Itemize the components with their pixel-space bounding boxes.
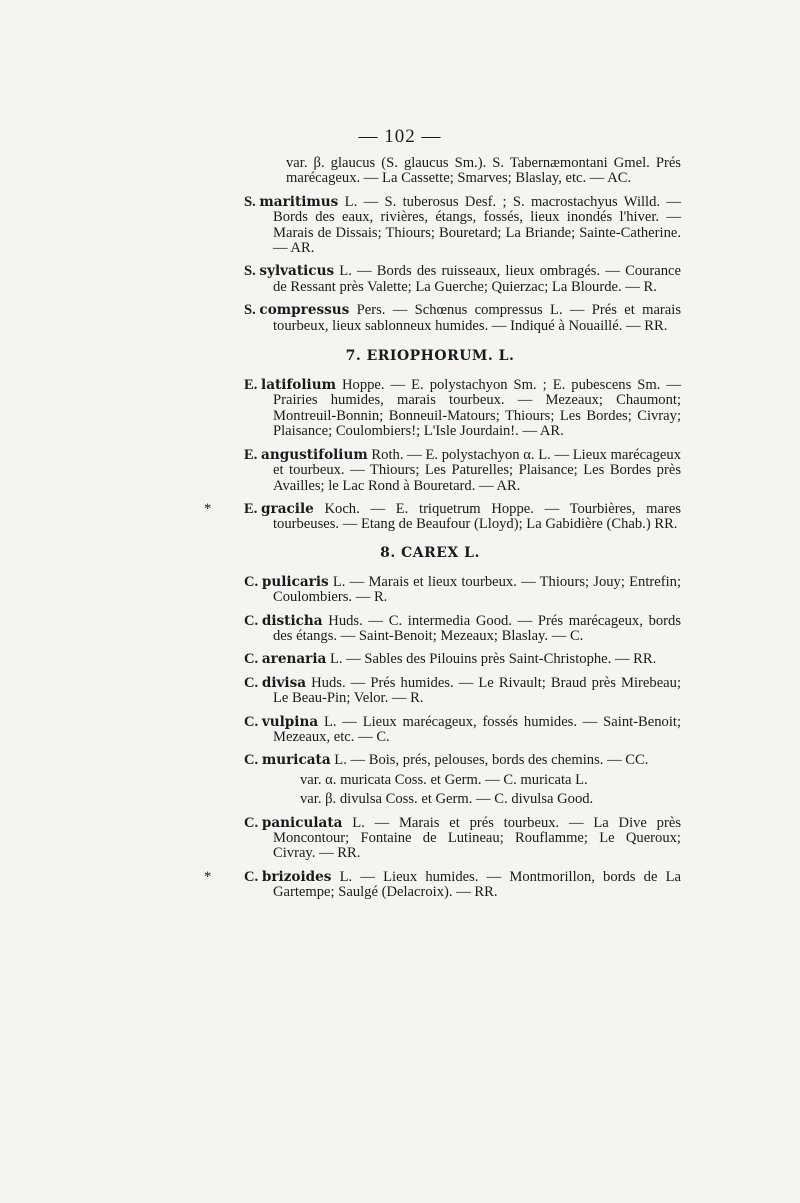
species-name: disticha <box>261 612 323 629</box>
species-name: muricata <box>261 752 331 769</box>
genus-abbrev: C. <box>244 752 259 769</box>
genus-heading-carex: 8. CAREX L. <box>380 544 480 561</box>
species-entry-brizoides <box>0 870 681 901</box>
species-entry-paniculata <box>0 816 681 862</box>
species-name: gracile <box>261 500 314 517</box>
genus-abbrev: C. <box>244 868 259 885</box>
introduced-marker: * <box>204 868 212 885</box>
variety-muricata: var. α. muricata Coss. et Germ. — C. muricata L. <box>300 771 588 788</box>
species-description: Huds. — Prés humides. — Le Rivault; Braud près Mirebeau; Le Beau-Pin; Velor. — R. <box>273 674 681 707</box>
genus-abbrev: S. <box>244 302 256 319</box>
genus-abbrev: C. <box>244 814 259 831</box>
species-description: L. — Sables des Pilouins près Saint-Christophe. — RR. <box>326 651 657 668</box>
genus-abbrev: E. <box>244 500 258 517</box>
genus-abbrev: C. <box>244 651 259 668</box>
species-name: brizoides <box>261 868 332 885</box>
variety-divulsa: var. β. divulsa Coss. et Germ. — C. divulsa Good. <box>300 791 594 808</box>
species-name: vulpina <box>261 713 319 730</box>
flora-list <box>0 156 800 909</box>
species-description: Hoppe. — E. polystachyon Sm. ; E. pubescens Sm. — Prairies humides, marais tourbeux. — Mezeaux; Chaumont; Montreuil-Bonnin; Bonneuil-Matours; Thiours; Les Bordes; Civray; Plaisance; Coulombiers!; L'Isle Jourdain!. — AR. <box>273 377 681 440</box>
species-name: divisa <box>261 674 307 691</box>
species-name: compressus <box>259 302 350 319</box>
species-entry-angustifolium <box>0 448 681 494</box>
species-entry-pulicaris <box>0 575 681 606</box>
species-name: sylvaticus <box>259 263 335 280</box>
species-name: arenaria <box>261 651 327 668</box>
species-description: L. — Marais et lieux tourbeux. — Thiours; Jouy; Entrefin; Coulombiers. — R. <box>273 573 681 606</box>
genus-abbrev: S. <box>244 193 256 210</box>
species-entry-gracile <box>0 502 681 533</box>
species-entry-disticha <box>0 614 681 645</box>
genus-heading-eriophorum: 7. ERIOPHORUM. L. <box>345 348 515 365</box>
species-description: L. — Lieux humides. — Montmorillon, bords de La Gartempe; Saulgé (Delacroix). — RR. <box>273 868 681 901</box>
species-description: L. — S. tuberosus Desf. ; S. macrostachyus Willd. — Bords des eaux, rivières, étangs, fossés, lieux inondés l'hiver. — Marais de Dissais; Thiours; Bouretard; La Briande; Sainte-Catherine. — AR. <box>273 193 681 257</box>
genus-abbrev: C. <box>244 674 259 691</box>
species-entry-muricata <box>0 753 681 768</box>
genus-abbrev: E. <box>244 446 258 463</box>
species-name: maritimus <box>259 193 339 210</box>
species-description: L. — Lieux marécageux, fossés humides. — Saint-Benoit; Mezeaux, etc. — C. <box>273 713 681 745</box>
species-entry-compressus <box>0 303 681 334</box>
genus-abbrev: S. <box>244 263 256 280</box>
species-description: L. — Bords des ruisseaux, lieux ombragés. — Courance de Ressant près Valette; La Guerche; Quierzac; La Blourde. — R. <box>273 263 681 295</box>
species-entry-arenaria <box>0 652 681 667</box>
species-name: angustifolium <box>261 446 368 463</box>
genus-abbrev: C. <box>244 713 259 730</box>
introduced-marker: * <box>204 500 212 517</box>
species-name: latifolium <box>261 377 336 394</box>
species-description: Koch. — E. triquetrum Hoppe. — Tourbières, mares tourbeuses. — Etang de Beaufour (Lloyd); La Gabidière (Chab.) RR. <box>273 500 681 533</box>
species-description: Roth. — E. polystachyon α. L. — Lieux marécageux et tourbeux. — Thiours; Les Paturelles; Plaisance; Les Bordes près Availles; le Lac Rond à Bouretard. — AR. <box>273 446 681 494</box>
species-entry-sylvaticus <box>0 264 681 295</box>
genus-abbrev: C. <box>244 612 259 629</box>
species-description: L. — Bois, prés, pelouses, bords des chemins. — CC. <box>330 752 649 769</box>
species-entry-divisa <box>0 676 681 707</box>
species-description: Huds. — C. intermedia Good. — Prés marécageux, bords des étangs. — Saint-Benoit; Mezeaux; Blaslay. — C. <box>273 612 681 644</box>
species-entry-latifolium <box>0 378 681 440</box>
species-name: paniculata <box>261 814 343 831</box>
genus-abbrev: E. <box>244 377 258 394</box>
species-entry-maritimus <box>0 195 681 257</box>
variety-glaucus: var. β. glaucus (S. glaucus Sm.). S. Tabernæmontani Gmel. Prés marécageux. — La Cassette; Smarves; Blaslay, etc. — AC. <box>286 155 681 187</box>
page-number: — 102 — <box>358 126 442 147</box>
species-entry-vulpina <box>0 715 681 746</box>
species-name: pulicaris <box>261 573 329 590</box>
species-description: Pers. — Schœnus compressus L. — Prés et marais tourbeux, lieux sablonneux humides. — Indiqué à Nouaillé. — RR. <box>273 302 681 334</box>
species-description: L. — Marais et prés tourbeux. — La Dive près Moncontour; Fontaine de Lutineau; Rouflamme; Le Queroux; Civray. — RR. <box>273 814 681 862</box>
genus-abbrev: C. <box>244 573 259 590</box>
